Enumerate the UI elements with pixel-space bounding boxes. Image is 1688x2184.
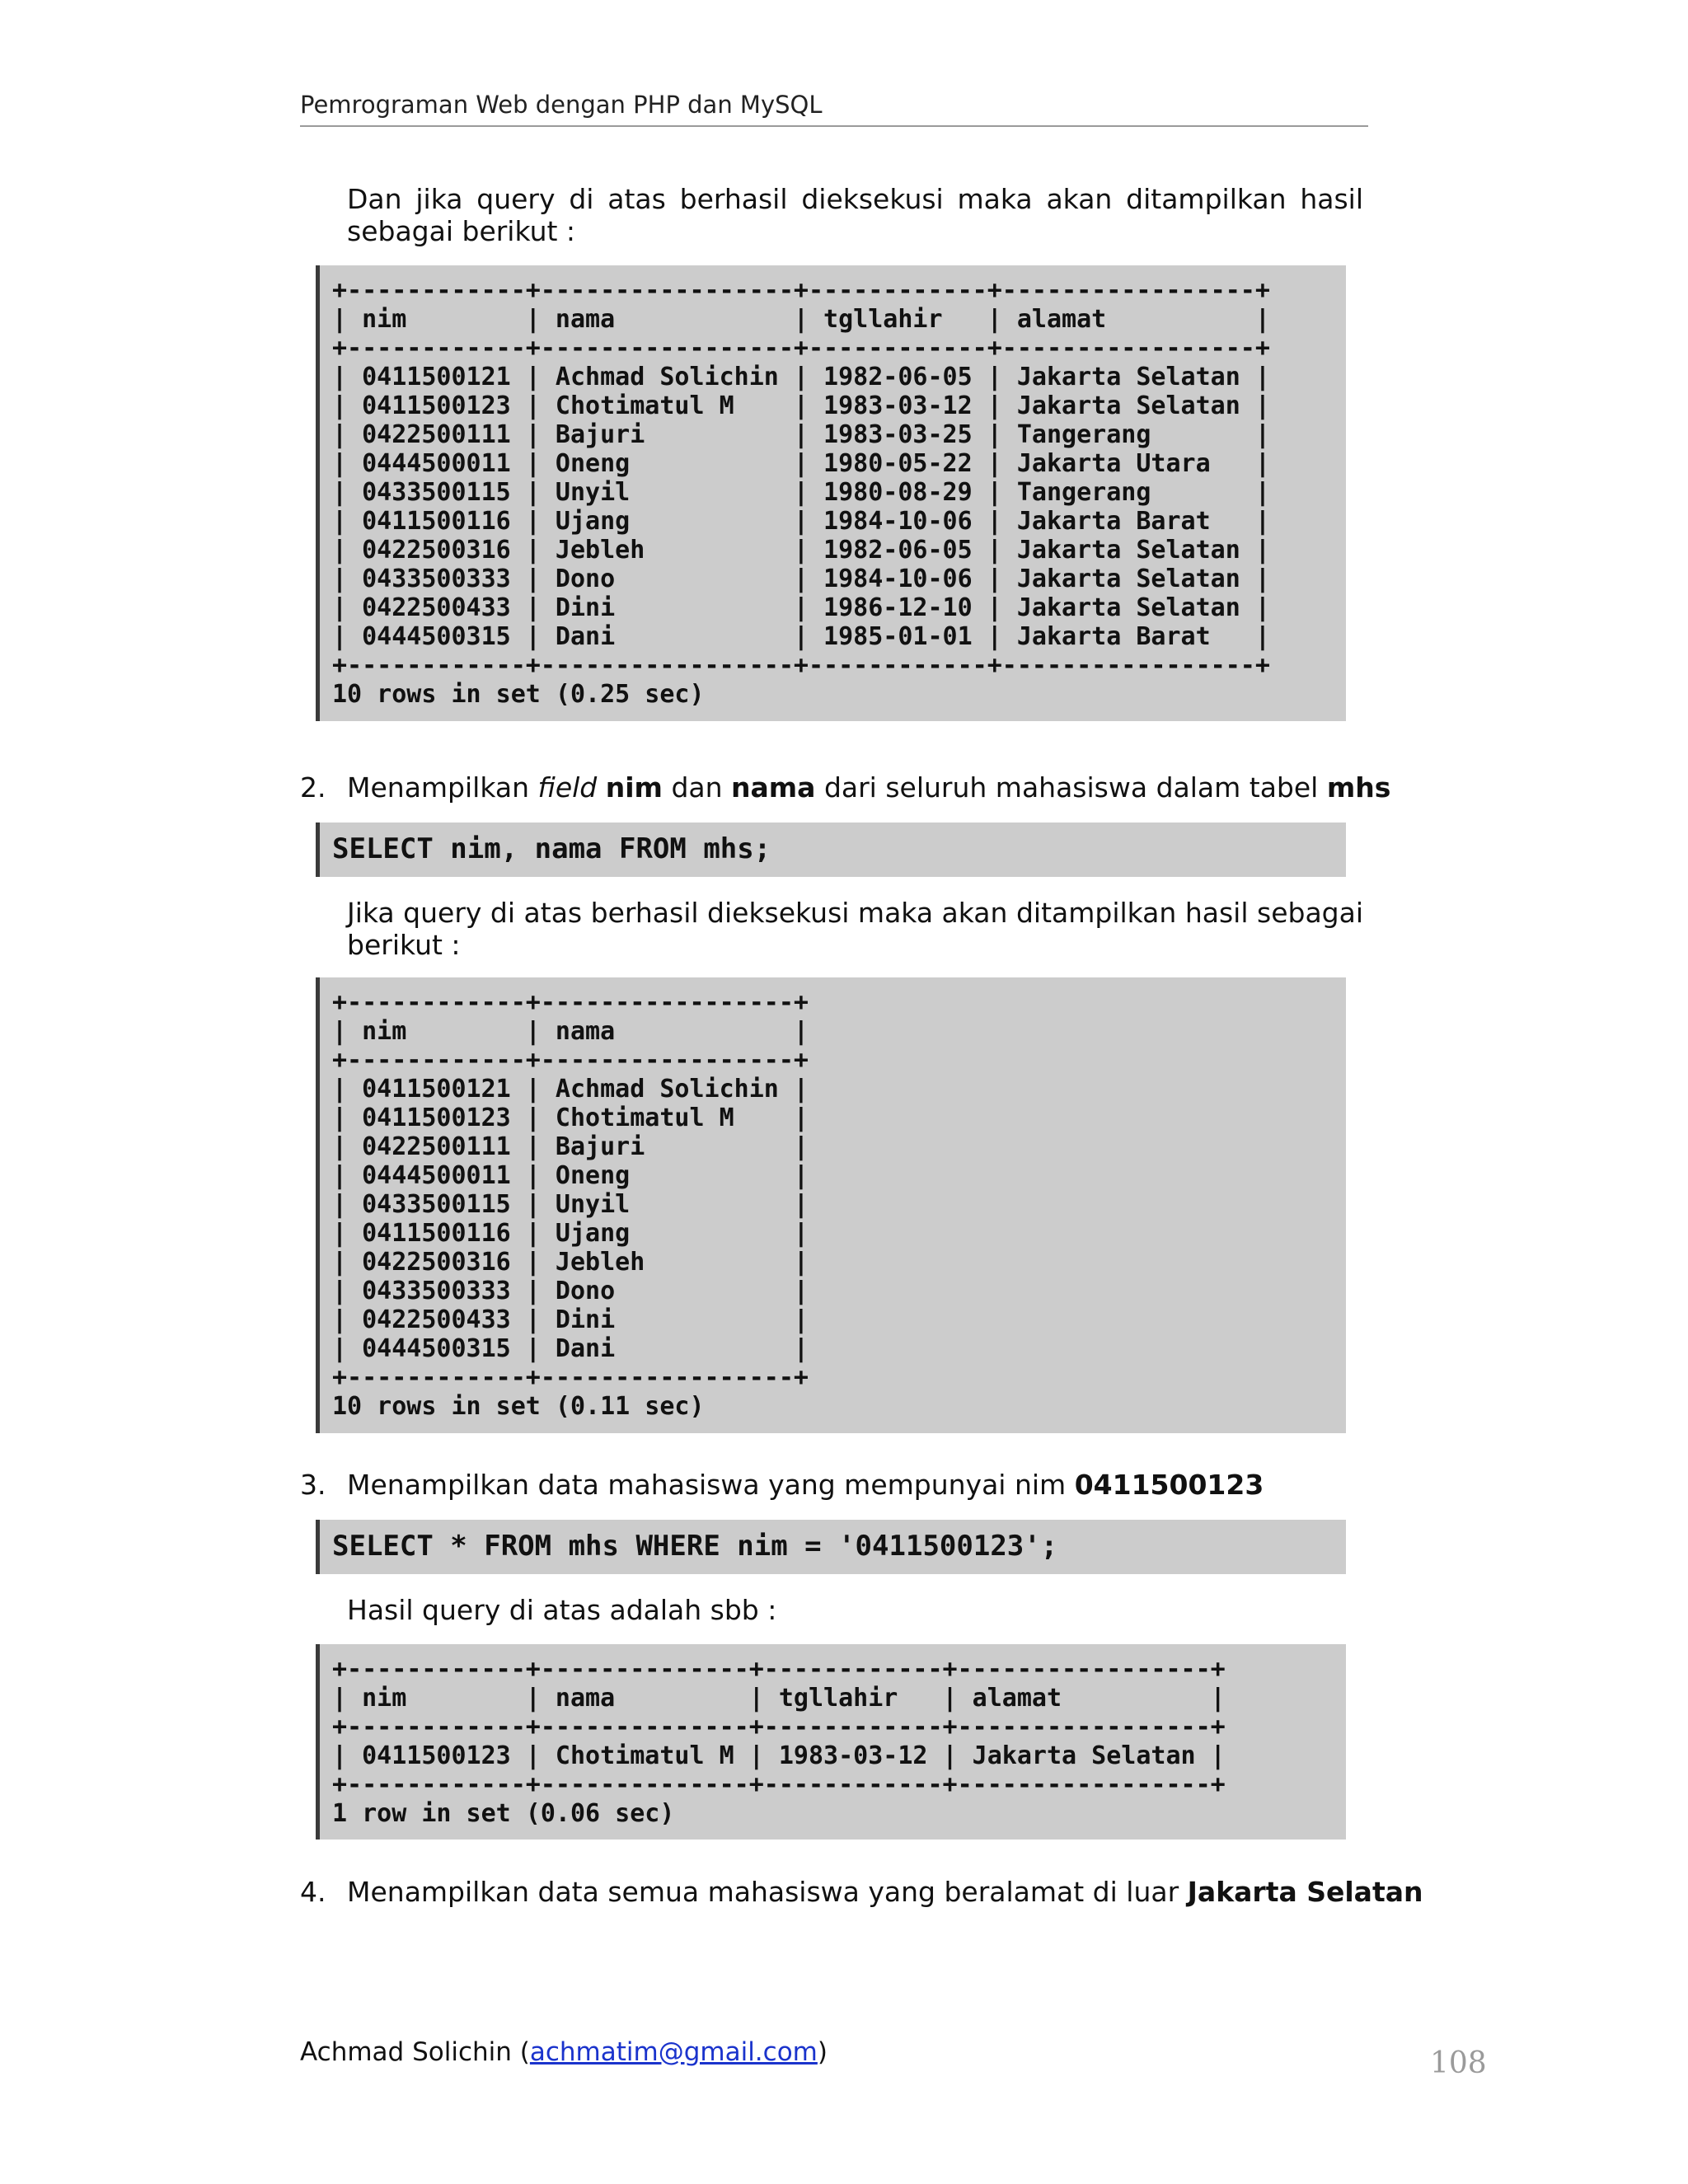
item-number: 4. xyxy=(300,1876,326,1908)
item-number: 3. xyxy=(300,1469,326,1501)
result-box-1 xyxy=(316,265,1346,721)
author-email-link[interactable]: achmatim@gmail.com xyxy=(529,2037,818,2067)
result-table-2: +------------+-----------------+ | nim | nama | +------------+-----------------+ | 0411500121 | Achmad Solichin | | 0411500123 | Chotimatul M | | 0422500111 | Bajuri | | 0444500011 | Oneng | | 0433500115 | Unyil | | 0411500116 | Ujang | | 0422500316 | Jebleh | | 0433500333 | Dono | | 0422500433 | Dini | | 0444500315 | Dani | +------------+-----------------+ 10 rows in set (0.11 sec) xyxy=(332,988,809,1421)
sql-query-2: SELECT nim, nama FROM mhs; xyxy=(332,832,771,865)
list-item-2: 2. Menampilkan field nim dan nama dari seluruh mahasiswa dalam tabel mhs xyxy=(300,771,1391,804)
section1-intro: Dan jika query di atas berhasil dieksekusi maka akan ditampilkan hasil sebagai berikut : xyxy=(347,183,1363,247)
query-box-3 xyxy=(316,1520,1346,1574)
item3-intro: Hasil query di atas adalah sbb : xyxy=(347,1594,777,1626)
sql-query-3: SELECT * FROM mhs WHERE nim = '0411500123'; xyxy=(332,1530,1058,1563)
running-header: Pemrograman Web dengan PHP dan MySQL xyxy=(300,89,1368,127)
item2-intro: Jika query di atas berhasil dieksekusi maka akan ditampilkan hasil sebagai berikut : xyxy=(347,897,1363,961)
page-number: 108 xyxy=(1430,2046,1487,2080)
list-item-3: 3. Menampilkan data mahasiswa yang mempunyai nim 0411500123 xyxy=(300,1469,1264,1501)
result-box-3 xyxy=(316,1644,1346,1840)
result-table-1: +------------+-----------------+------------+-----------------+ | nim | nama | tgllahir | alamat | +------------+-----------------+------------+-----------------+ | 0411500121 | Achmad Solichin | 1982-06-05 | Jakarta Selatan | | 0411500123 | Chotimatul M | 1983-03-12 | Jakarta Selatan | | 0422500111 | Bajuri | 1983-03-25 | Tangerang | | 0444500011 | Oneng | 1980-05-22 | Jakarta Utara | | 0433500115 | Unyil | 1980-08-29 | Tangerang | | 0411500116 | Ujang | 1984-10-06 | Jakarta Barat | | 0422500316 | Jebleh | 1982-06-05 | Jakarta Selatan | | 0433500333 | Dono | 1984-10-06 | Jakarta Selatan | | 0422500433 | Dini | 1986-12-10 | Jakarta Selatan | | 0444500315 | Dani | 1985-01-01 | Jakarta Barat | +------------+-----------------+------------+-----------------+ 10 rows in set (0.25 sec) xyxy=(332,276,1270,709)
footer-author: Achmad Solichin (achmatim@gmail.com) xyxy=(300,2037,828,2067)
result-box-2 xyxy=(316,977,1346,1433)
result-table-3: +------------+--------------+------------+-----------------+ | nim | nama | tgllahir | alamat | +------------+--------------+------------+-----------------+ | 0411500123 | Chotimatul M | 1983-03-12 | Jakarta Selatan | +------------+--------------+------------+-----------------+ 1 row in set (0.06 sec) xyxy=(332,1655,1226,1828)
query-box-2 xyxy=(316,823,1346,877)
item-number: 2. xyxy=(300,771,326,804)
list-item-4: 4. Menampilkan data semua mahasiswa yang beralamat di luar Jakarta Selatan xyxy=(300,1876,1423,1908)
